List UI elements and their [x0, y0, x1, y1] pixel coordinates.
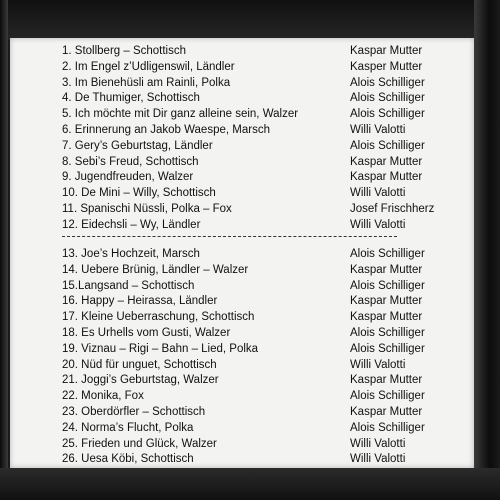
track-title: 21. Joggi’s Geburtstag, Walzer	[62, 374, 219, 387]
track-row	[10, 122, 474, 138]
track-title: 20. Nüd für unguet, Schottisch	[62, 358, 217, 371]
track-composer: Kaspar Mutter	[350, 263, 423, 276]
track-composer: Alois Schilliger	[350, 92, 425, 105]
track-row	[10, 388, 474, 404]
track-row	[10, 293, 474, 309]
track-row	[10, 201, 474, 217]
track-composer: Willi Valotti	[350, 358, 406, 371]
track-title: 18. Es Urhells vom Gusti, Walzer	[62, 327, 231, 339]
track-composer: Willi Valotti	[350, 453, 406, 466]
track-title: 11. Spanischi Nüssli, Polka – Fox	[62, 203, 232, 215]
track-row	[10, 404, 474, 420]
track-row	[10, 357, 474, 373]
track-title: 24. Norma’s Flucht, Polka	[62, 421, 194, 434]
track-composer: Alois Schilliger	[350, 76, 425, 89]
track-title: 14. Uebere Brünig, Ländler – Walzer	[62, 263, 249, 276]
track-composer: Alois Schilliger	[350, 421, 425, 434]
cd-case-right-edge	[474, 0, 500, 500]
track-row	[10, 262, 474, 278]
track-row	[10, 451, 474, 467]
track-title: 15.Langsand – Schottisch	[62, 279, 195, 292]
track-composer: Josef Frischherz	[350, 203, 435, 215]
track-composer: Kaspar Mutter	[350, 45, 423, 57]
track-composer: Kaspar Mutter	[350, 311, 423, 324]
track-title: 26. Uesa Köbi, Schottisch	[62, 453, 194, 466]
track-composer: Willi Valotti	[350, 124, 406, 136]
track-composer: Alois Schilliger	[350, 139, 425, 152]
track-row	[10, 185, 474, 201]
track-title: 12. Eidechsli – Wy, Ländler	[62, 218, 201, 231]
track-title: 1. Stollberg – Schottisch	[62, 45, 187, 57]
track-composer: Willi Valotti	[350, 187, 406, 200]
track-row	[10, 341, 474, 357]
track-row	[10, 106, 474, 122]
track-row	[10, 217, 474, 233]
track-title: 22. Monika, Fox	[62, 390, 144, 403]
track-row	[10, 325, 474, 341]
tracklist	[10, 38, 474, 468]
track-title: 23. Oberdörfler – Schottisch	[62, 406, 206, 418]
track-row	[10, 43, 474, 59]
tracklist-insert	[10, 38, 474, 468]
track-title: 10. De Mini – Willy, Schottisch	[62, 187, 216, 200]
track-title: 6. Erinnerung an Jakob Waespe, Marsch	[62, 124, 270, 136]
cd-case-top-edge	[0, 0, 500, 40]
track-row	[10, 138, 474, 154]
track-title: 25. Frieden und Glück, Walzer	[62, 437, 217, 450]
track-title: 16. Happy – Heirassa, Ländler	[62, 295, 218, 308]
track-composer: Willi Valotti	[350, 437, 406, 450]
track-composer: Alois Schilliger	[350, 327, 425, 339]
track-title: 2. Im Engel z’Udligenswil, Ländler	[62, 60, 235, 73]
track-row	[10, 309, 474, 325]
track-composer: Kaspar Mutter	[350, 295, 423, 308]
track-composer: Kaspar Mutter	[350, 171, 423, 184]
track-composer: Alois Schilliger	[350, 390, 425, 403]
track-title: 9. Jugendfreuden, Walzer	[62, 171, 194, 184]
track-title: 8. Sebi’s Freud, Schottisch	[62, 155, 199, 168]
cd-case-bottom-edge	[0, 468, 500, 500]
track-composer: Alois Schilliger	[350, 279, 425, 292]
cd-case-left-edge	[0, 0, 8, 500]
track-composer: Kaspar Mutter	[350, 155, 423, 168]
track-row	[10, 90, 474, 106]
track-title: 4. De Thumiger, Schottisch	[62, 92, 200, 105]
track-row	[10, 436, 474, 452]
track-title: 3. Im Bienehüsli am Rainli, Polka	[62, 76, 231, 89]
track-composer: Willi Valotti	[350, 218, 406, 231]
track-row	[10, 246, 474, 262]
track-row	[10, 75, 474, 91]
track-composer: Kaspar Mutter	[350, 406, 423, 418]
track-composer: Alois Schilliger	[350, 108, 425, 121]
track-row	[10, 420, 474, 436]
track-title: 13. Joe’s Hochzeit, Marsch	[62, 248, 200, 260]
track-title: 5. Ich möchte mit Dir ganz alleine sein, Walzer	[62, 108, 299, 121]
track-row	[10, 169, 474, 185]
track-title: 7. Gery’s Geburtstag, Ländler	[62, 139, 213, 152]
track-row	[10, 59, 474, 75]
track-composer: Alois Schilliger	[350, 248, 425, 260]
track-composer: Kaspar Mutter	[350, 374, 423, 387]
track-row	[10, 372, 474, 388]
section-separator	[62, 236, 397, 237]
track-row	[10, 154, 474, 170]
track-composer: Kasper Mutter	[350, 60, 423, 73]
track-row	[10, 278, 474, 294]
track-title: 19. Viznau – Rigi – Bahn – Lied, Polka	[62, 342, 259, 355]
track-title: 17. Kleine Ueberraschung, Schottisch	[62, 311, 255, 324]
track-composer: Alois Schilliger	[350, 342, 425, 355]
